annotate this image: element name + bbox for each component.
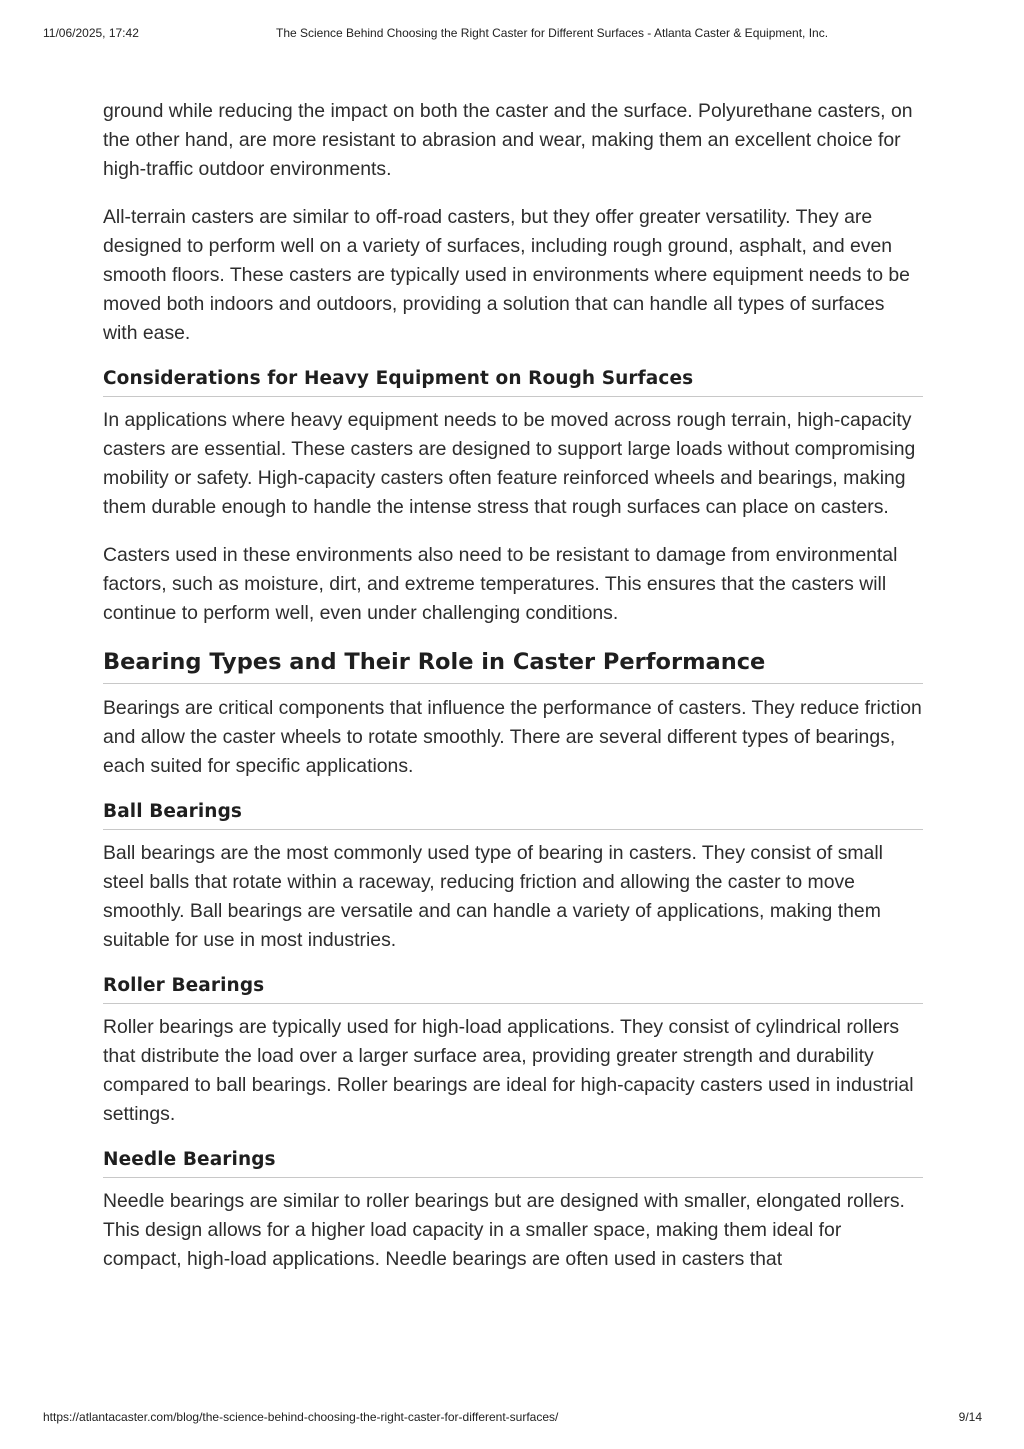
paragraph-bearings-intro: Bearings are critical components that influence the performance of casters. They reduce friction and allow the caster wheels to rotate smoothly. There are several different types of bearings, each suited for specific applications. xyxy=(103,697,922,777)
paragraph-all-terrain: All-terrain casters are similar to off-road casters, but they offer greater versatility. They are designed to perform well on a variety of surfaces, including rough ground, asphalt, and even smooth floors. These casters are typically used in environments where equipment needs to be moved both indoors and outdoors, providing a solution that can handle all types of surfaces with ease. xyxy=(103,206,910,344)
print-header xyxy=(0,26,1024,42)
print-datetime: 11/06/2025, 17:42 xyxy=(43,26,139,40)
page-url: https://atlantacaster.com/blog/the-science-behind-choosing-the-right-caster-for-different-surfaces/ xyxy=(43,1410,559,1424)
paragraph-high-capacity: In applications where heavy equipment needs to be moved across rough terrain, high-capacity casters are essential. These casters are designed to support large loads without compromising mobility or safety. High-capacity casters often feature reinforced wheels and bearings, making them durable enough to handle the intense stress that rough surfaces can place on casters. xyxy=(103,409,916,518)
print-page-title: The Science Behind Choosing the Right Caster for Different Surfaces - Atlanta Caster & Equipment, Inc. xyxy=(276,26,829,40)
heading-needle-bearings: Needle Bearings xyxy=(103,1148,923,1178)
paragraph-ball-bearings: Ball bearings are the most commonly used type of bearing in casters. They consist of small steel balls that rotate within a raceway, reducing friction and allowing the caster to move smoothly. Ball bearings are versatile and can handle a variety of applications, making them suitable for use in most industries. xyxy=(103,842,883,951)
heading-roller-bearings: Roller Bearings xyxy=(103,974,923,1004)
print-footer xyxy=(0,1410,1024,1426)
paragraph-needle-bearings: Needle bearings are similar to roller bearings but are designed with smaller, elongated rollers. This design allows for a higher load capacity in a smaller space, making them ideal for compact, high-load applications. Needle bearings are often used in casters that xyxy=(103,1190,905,1270)
heading-bearing-types: Bearing Types and Their Role in Caster Performance xyxy=(103,647,923,684)
heading-ball-bearings: Ball Bearings xyxy=(103,800,923,830)
heading-heavy-equipment: Considerations for Heavy Equipment on Rough Surfaces xyxy=(103,367,923,397)
paragraph-polyurethane: ground while reducing the impact on both the caster and the surface. Polyurethane casters, on the other hand, are more resistant to abrasion and wear, making them an excellent choice for high-traffic outdoor environments. xyxy=(103,100,913,180)
paragraph-roller-bearings: Roller bearings are typically used for high-load applications. They consist of cylindrical rollers that distribute the load over a larger surface area, providing greater strength and durability compared to ball bearings. Roller bearings are ideal for high-capacity casters used in industrial settings. xyxy=(103,1016,914,1125)
article-body xyxy=(103,97,923,1274)
page-number: 9/14 xyxy=(958,1410,982,1424)
paragraph-environmental: Casters used in these environments also need to be resistant to damage from environmental factors, such as moisture, dirt, and extreme temperatures. This ensures that the casters will continue to perform well, even under challenging conditions. xyxy=(103,544,898,624)
